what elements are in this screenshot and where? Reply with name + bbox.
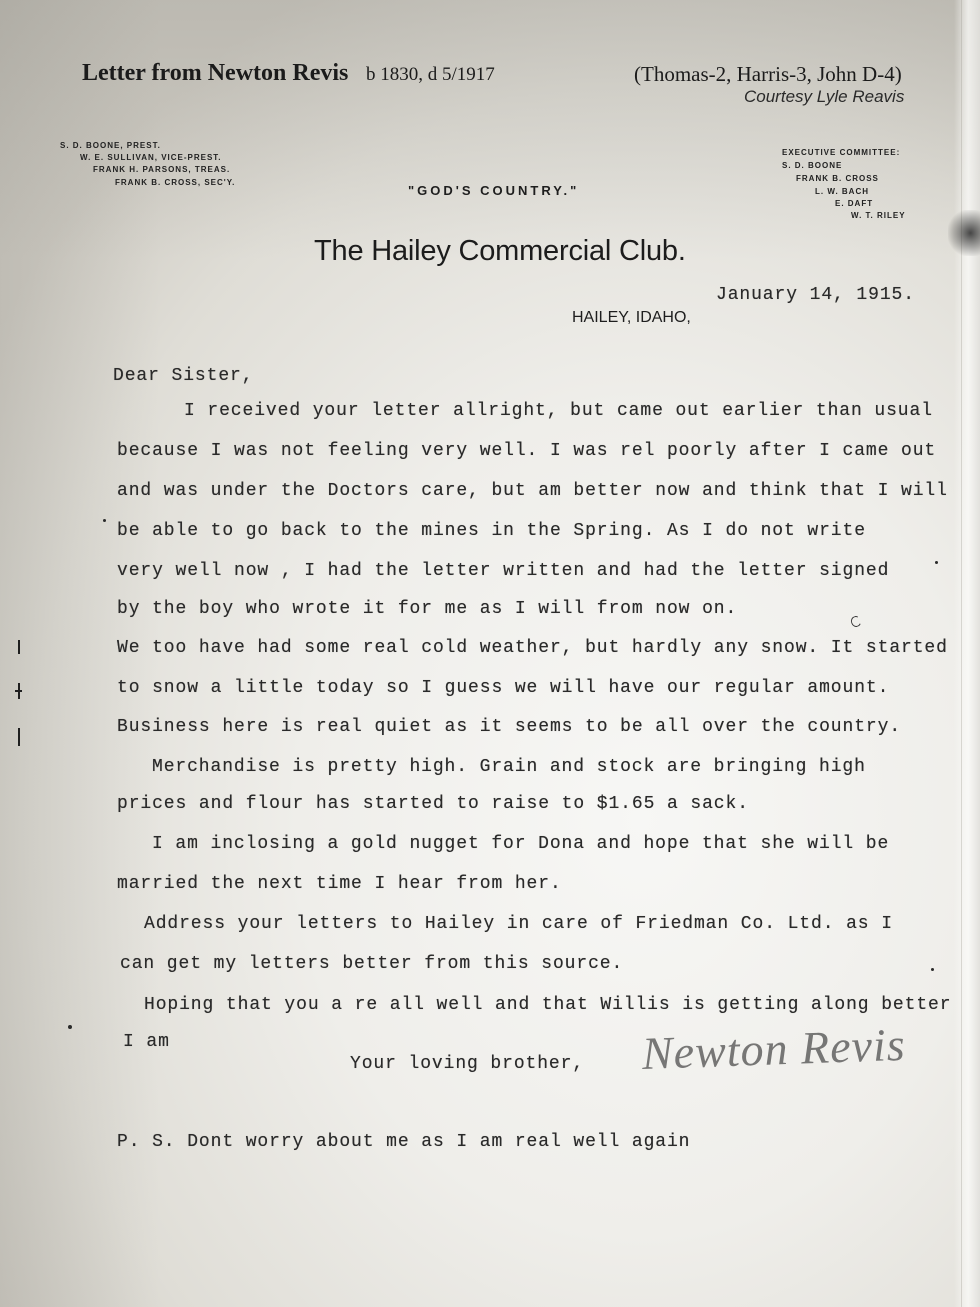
letter-line: Address your letters to Hailey in care of Friedman Co. Ltd. as I [144,914,893,934]
letter-line: I received your letter allright, but came out earlier than usual [184,401,933,421]
committee-member: W. T. RILEY [851,211,906,220]
margin-dot [935,561,938,564]
annotation-lineage: (Thomas-2, Harris-3, John D-4) [634,62,902,86]
letter-line: prices and flour has started to raise to $1.65 a sack. [117,794,749,814]
letter-line: I am inclosing a gold nugget for Dona and hope that she will be [152,834,890,854]
annotation-title: Letter from Newton Revis [82,60,349,86]
postscript: P. S. Dont worry about me as I am real well again [117,1132,691,1152]
annotation-courtesy: Courtesy Lyle Reavis [744,87,905,106]
letterhead-motto: "GOD'S COUNTRY." [408,183,580,198]
letter-line: Merchandise is pretty high. Grain and stock are bringing high [152,757,866,777]
committee-member: L. W. BACH [815,187,869,196]
committee-member: E. DAFT [835,199,874,208]
signature: Newton Revis [641,1018,907,1079]
letter-line: to snow a little today so I guess we will have our regular amount. [117,678,890,698]
letter-line: Business here is real quiet as it seems to be all over the country. [117,717,902,737]
letter-line: and was under the Doctors care, but am better now and think that I will [117,481,948,501]
margin-dot [68,1025,72,1029]
letter-line: We too have had some real cold weather, but hardly any snow. It started [117,638,948,658]
letter-line: because I was not feeling very well. I was rel poorly after I came out [117,441,937,461]
page-edge-line [961,0,962,1307]
margin-mark [18,683,20,699]
club-name: The Hailey Commercial Club. [314,235,686,267]
letter-line: be able to go back to the mines in the Spring. As I do not write [117,521,866,541]
margin-mark [18,728,20,746]
pen-mark [849,615,862,629]
margin-dot [931,968,934,971]
margin-dot [103,519,106,522]
annotation-dates: b 1830, d 5/1917 [366,64,495,85]
committee-member: FRANK B. CROSS [796,174,879,183]
officer-line: W. E. SULLIVAN, VICE-PREST. [80,153,222,162]
salutation: Dear Sister, [113,366,254,386]
committee-member: S. D. BOONE [782,161,843,170]
page-stack-edge [954,0,980,1307]
closing: Your loving brother, [350,1054,585,1074]
letter-line: very well now , I had the letter written and had the letter signed [117,561,890,581]
letter-line: married the next time I hear from her. [117,874,562,894]
letter-line: by the boy who wrote it for me as I will from now on. [117,599,738,619]
committee-heading: EXECUTIVE COMMITTEE: [782,148,901,157]
letter-line: can get my letters better from this source. [120,954,624,974]
corner-shadow [948,210,980,256]
letter-line: Hoping that you a re all well and that Willis is getting along better [144,995,952,1015]
officer-line: S. D. BOONE, PREST. [60,141,161,150]
officer-line: FRANK B. CROSS, SEC'Y. [115,178,236,187]
closing-lead: I am [123,1032,170,1052]
letterhead-location: HAILEY, IDAHO, [572,309,691,326]
margin-mark [18,640,20,654]
officer-line: FRANK H. PARSONS, TREAS. [93,165,231,174]
letter-date: January 14, 1915. [716,285,915,305]
